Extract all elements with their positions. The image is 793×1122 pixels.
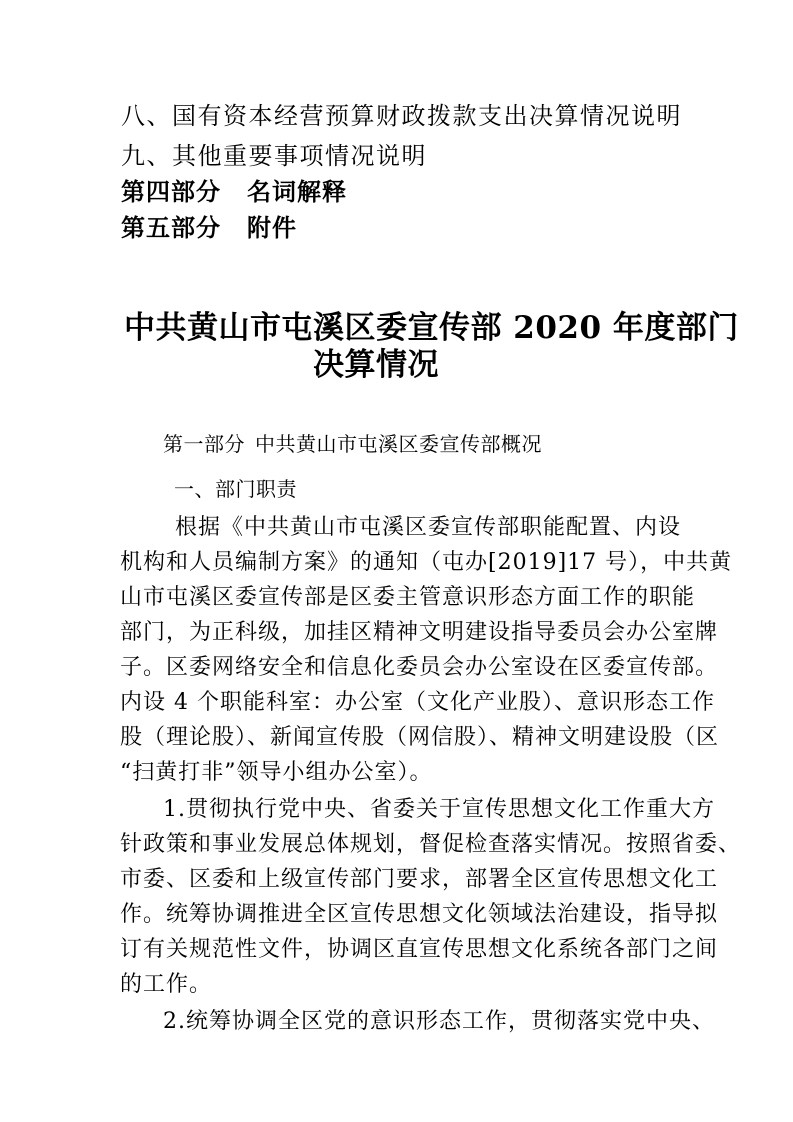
paragraph-2-line-2: 针政策和事业发展总体规划，督促检查落实情况。按照省委、 [120, 832, 742, 857]
paragraph-2-line-6: 的工作。 [120, 972, 213, 997]
paragraph-2-line-5: 订有关规范性文件，协调区直宣传思想文化系统各部门之间 [120, 937, 719, 962]
paragraph-1-line-6: 内设 4 个职能科室：办公室（文化产业股）、意识形态工作 [120, 690, 715, 715]
part-1-number: 第一部分 [163, 432, 245, 456]
part-1-title: 中共黄山市屯溪区委宣传部概况 [255, 432, 542, 456]
part-1-heading [163, 434, 542, 454]
toc-part-4 [121, 180, 347, 204]
toc-part-5 [121, 216, 297, 240]
report-title-line-1: 中共黄山市屯溪区委宣传部 2020 年度部门 [124, 310, 739, 346]
section-1-heading: 一、部门职责 [174, 477, 297, 501]
toc-part-4-title: 名词解释 [247, 178, 347, 206]
toc-part-5-title: 附件 [247, 214, 297, 242]
paragraph-1-line-1: 根据《中共黄山市屯溪区委宣传部职能配置、内设 [175, 515, 682, 540]
paragraph-2-line-3: 市委、区委和上级宣传部门要求，部署全区宣传思想文化工 [120, 867, 719, 892]
toc-item-8: 八、国有资本经营预算财政拨款支出决算情况说明 [121, 102, 682, 130]
paragraph-1-line-5: 子。区委网络安全和信息化委员会办公室设在区委宣传部。 [120, 655, 719, 680]
toc-part-4-number: 第四部分 [121, 178, 221, 206]
toc-item-9: 九、其他重要事项情况说明 [121, 142, 427, 170]
toc-part-5-number: 第五部分 [121, 214, 221, 242]
paragraph-1-line-2: 机构和人员编制方案》的通知（屯办[2019]17 号），中共黄 [120, 550, 733, 575]
paragraph-1-line-7: 股（理论股）、新闻宣传股（网信股）、精神文明建设股（区 [120, 725, 720, 750]
paragraph-1-line-3: 山市屯溪区委宣传部是区委主管意识形态方面工作的职能 [120, 585, 696, 610]
report-title-line-2: 决算情况 [313, 347, 439, 383]
paragraph-1-line-4: 部门，为正科级，加挂区精神文明建设指导委员会办公室牌 [120, 620, 719, 645]
paragraph-2-line-1: 1.贯彻执行党中央、省委关于宣传思想文化工作重大方 [163, 797, 715, 822]
paragraph-1-line-8: “扫黄打非”领导小组办公室）。 [120, 760, 433, 785]
paragraph-3-line-1: 2.统筹协调全区党的意识形态工作，贯彻落实党中央、 [163, 1009, 715, 1034]
paragraph-2-line-4: 作。统筹协调推进全区宣传思想文化领域法治建设，指导拟 [120, 902, 719, 927]
